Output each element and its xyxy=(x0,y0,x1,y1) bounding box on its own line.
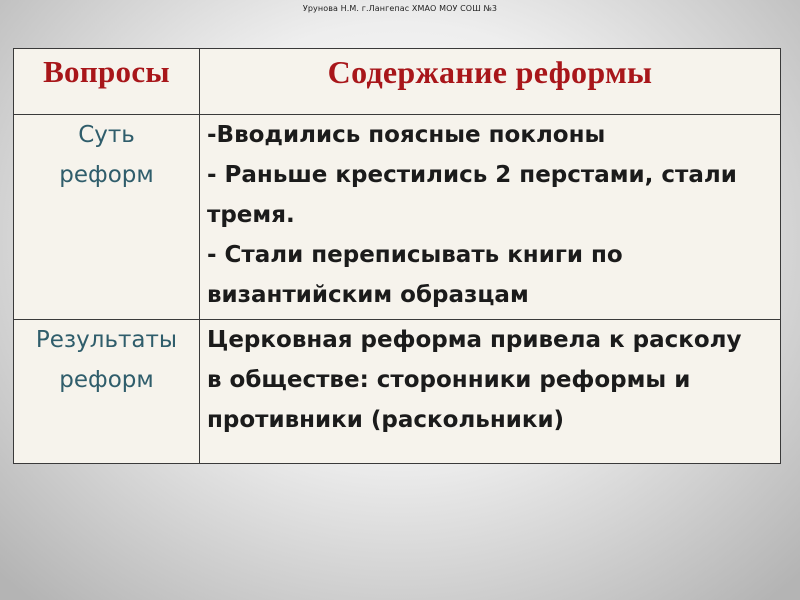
table-row-essence xyxy=(14,115,781,320)
question-line: реформ xyxy=(59,162,154,188)
content-line: Церковная реформа привела к расколу xyxy=(207,327,742,353)
content-line: византийским образцам xyxy=(207,282,529,308)
content-cell-results xyxy=(200,320,781,464)
column-header-content: Содержание реформы xyxy=(200,49,781,115)
table-header-row xyxy=(14,49,781,115)
content-line: - Стали переписывать книги по xyxy=(207,242,623,268)
question-cell-essence xyxy=(14,115,200,320)
content-line: -Вводились поясные поклоны xyxy=(207,122,606,148)
column-header-questions: Вопросы xyxy=(14,49,200,115)
reform-table xyxy=(13,48,781,464)
table-row-results xyxy=(14,320,781,464)
content-line: противники (раскольники) xyxy=(207,407,565,433)
author-header: Урунова Н.М. г.Лангепас ХМАО МОУ СОШ №3 xyxy=(302,4,498,13)
question-line: реформ xyxy=(59,367,154,393)
content-line: - Раньше крестились 2 перстами, стали xyxy=(207,162,737,188)
question-line: Результаты xyxy=(35,327,178,353)
question-line: Суть xyxy=(78,122,135,148)
content-line: тремя. xyxy=(207,202,295,228)
content-cell-essence xyxy=(200,115,781,320)
question-cell-results xyxy=(14,320,200,464)
content-line: в обществе: сторонники реформы и xyxy=(207,367,691,393)
